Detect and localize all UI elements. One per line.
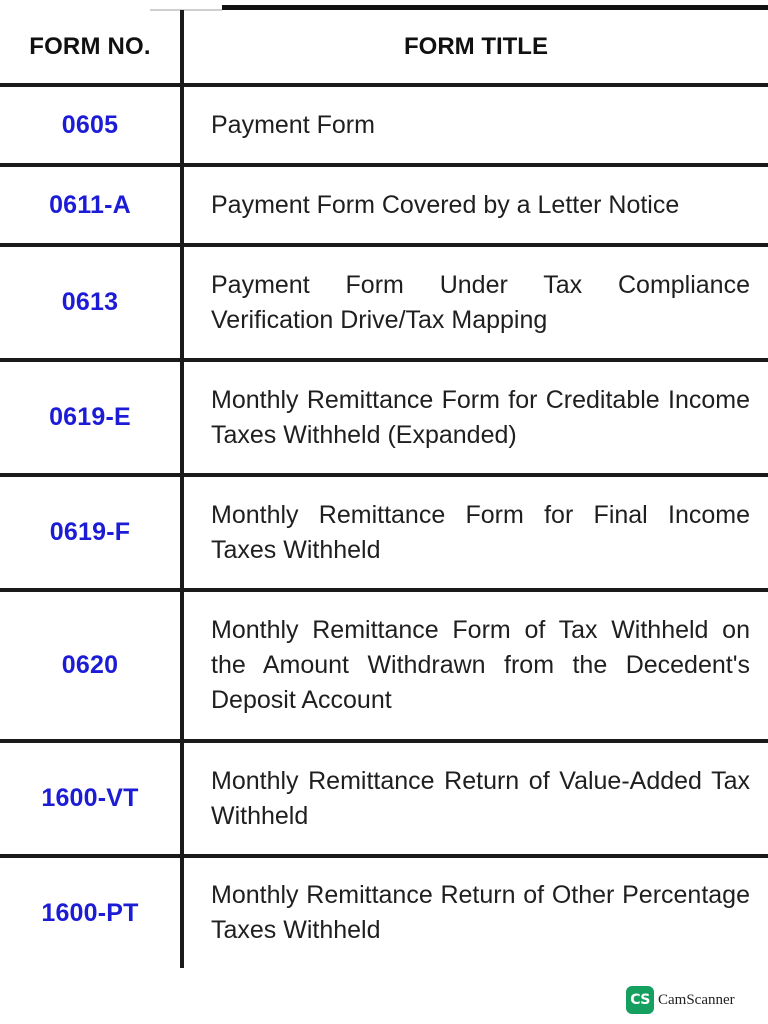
camscanner-logo-icon: CS	[626, 986, 654, 1014]
form-title: Monthly Remittance Form for Creditable Income Taxes Withheld (Expanded)	[182, 360, 768, 475]
table-header-row	[0, 10, 768, 85]
table-row	[0, 360, 768, 475]
table-row	[0, 475, 768, 590]
table-row	[0, 165, 768, 245]
form-number: 0611-A	[0, 165, 182, 245]
table-row	[0, 245, 768, 360]
form-number: 0619-F	[0, 475, 182, 590]
table-row	[0, 590, 768, 741]
form-title: Monthly Remittance Return of Value-Added Tax Withheld	[182, 741, 768, 856]
header-form-number: FORM NO.	[0, 10, 182, 85]
form-number: 0613	[0, 245, 182, 360]
header-form-title: FORM TITLE	[182, 10, 768, 85]
form-number: 0620	[0, 590, 182, 741]
form-number: 1600-PT	[0, 856, 182, 968]
form-title: Payment Form	[182, 85, 768, 165]
table-row	[0, 856, 768, 968]
camscanner-label: CamScanner	[658, 991, 735, 1008]
form-title: Monthly Remittance Form for Final Income Taxes Withheld	[182, 475, 768, 590]
camscanner-watermark	[626, 986, 735, 1014]
form-title: Payment Form Covered by a Letter Notice	[182, 165, 768, 245]
table-row	[0, 741, 768, 856]
form-number: 1600-VT	[0, 741, 182, 856]
form-title: Payment Form Under Tax Compliance Verification Drive/Tax Mapping	[182, 245, 768, 360]
form-title: Monthly Remittance Form of Tax Withheld on the Amount Withdrawn from the Decedent's Deposit Account	[182, 590, 768, 741]
table-row	[0, 85, 768, 165]
form-number: 0619-E	[0, 360, 182, 475]
forms-table	[0, 10, 768, 968]
form-title: Monthly Remittance Return of Other Percentage Taxes Withheld	[211, 881, 750, 944]
form-number: 0605	[0, 85, 182, 165]
